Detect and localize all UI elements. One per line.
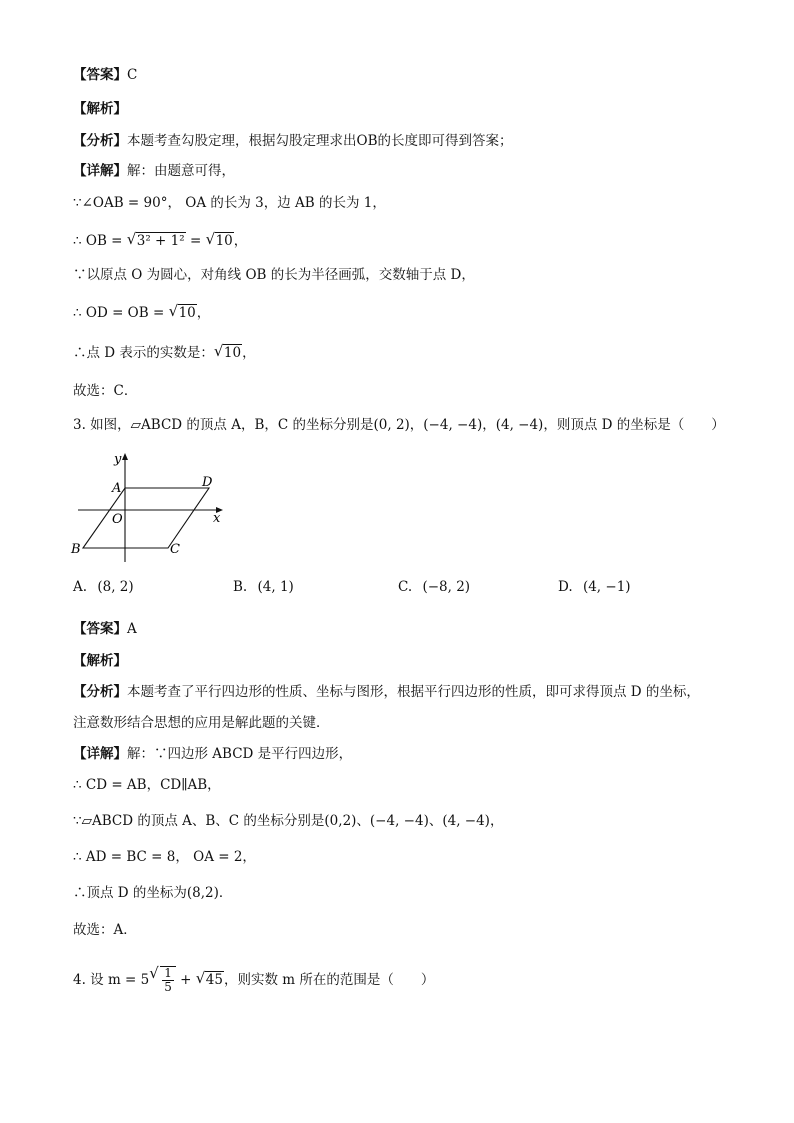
sqrt-fraction-radicand <box>160 966 176 994</box>
answer-tag: 【答案】 <box>73 67 127 83</box>
fenxi-text: 本题考查勾股定理，根据勾股定理求出OB的长度即可得到答案； <box>127 133 513 149</box>
step2-suffix: ， <box>233 233 248 249</box>
option-c[interactable] <box>398 579 470 595</box>
q3-fenxi-line-2: 注意数形结合思想的应用是解此题的关键． <box>73 715 330 731</box>
answer-value: A <box>127 621 137 637</box>
q3-step-4: ∴顶点 D 的坐标为(8,2)． <box>73 885 233 901</box>
q4-prefix: 4. 设 m = 5 <box>73 972 150 988</box>
option-d[interactable] <box>558 579 631 595</box>
sqrt-fraction <box>149 966 176 994</box>
option-d-letter: D. <box>558 579 573 595</box>
q2-fenxi-line <box>73 132 513 150</box>
q2-conclusion: 故选：C． <box>73 383 138 399</box>
sqrt-result <box>206 232 234 250</box>
q3-step-1: ∴ CD = AB，CD∥AB， <box>73 777 221 793</box>
label-d: D <box>202 475 213 490</box>
sqrt-10-b <box>214 344 242 362</box>
q3-step-2: ∵▱ABCD 的顶点 A、B、C 的坐标分别是(0,2)、(−4, −4)、(4, −4)， <box>73 813 504 829</box>
step5-suffix: ， <box>242 345 256 361</box>
q3-answer-line <box>73 620 137 638</box>
step2-prefix: ∴ OB = <box>73 233 127 249</box>
q2-analysis-tag <box>73 100 127 118</box>
q4-suffix: ，则实数 m 所在的范围是（ ） <box>223 972 435 988</box>
label-x: x <box>213 511 221 526</box>
option-b[interactable] <box>233 579 294 595</box>
label-b: B <box>71 542 81 557</box>
q2-step-2 <box>73 232 247 250</box>
q4-stem <box>73 966 434 994</box>
analysis-tag: 【解析】 <box>73 101 127 117</box>
option-c-value: (−8, 2) <box>422 579 471 595</box>
equals-sign: = <box>185 233 206 249</box>
q2-step-1: ∵∠OAB = 90°， OA 的长为 3，边 AB 的长为 1， <box>73 195 386 211</box>
q3-stem: 3. 如图，▱ABCD 的顶点 A，B，C 的坐标分别是(0, 2)，(−4, −4)，(4, −4)，则顶点 D 的坐标是（ ） <box>73 417 725 433</box>
y-axis-arrow-icon <box>122 453 128 460</box>
parallelogram-figure <box>68 450 228 568</box>
answer-value: C <box>127 67 138 83</box>
sqrt-45 <box>196 971 224 989</box>
q3-conclusion: 故选：A． <box>73 922 137 938</box>
label-y: y <box>114 452 122 467</box>
option-b-value: (4, 1) <box>257 579 294 595</box>
sqrt-45-radicand: 45 <box>205 972 223 988</box>
fraction-denominator: 5 <box>164 980 172 994</box>
sqrt-10-b-radicand: 10 <box>223 345 242 361</box>
option-a-value: (8, 2) <box>97 579 134 595</box>
sqrt-radicand: 3² + 1² <box>136 233 185 249</box>
step5-prefix: ∴点 D 表示的实数是： <box>73 345 214 361</box>
sqrt-10 <box>169 304 197 322</box>
xiangjie-text: 解：由题意可得， <box>127 163 235 179</box>
q2-step-5 <box>73 344 256 362</box>
fraction <box>162 967 174 994</box>
label-c: C <box>170 542 180 557</box>
step4-suffix: ， <box>196 305 211 321</box>
q2-step-3: ∵以原点 O 为圆心，对角线 OB 的长为半径画弧，交数轴于点 D， <box>73 267 475 283</box>
plus-sign: + <box>175 972 196 988</box>
option-a[interactable] <box>73 579 134 595</box>
sqrt-result-radicand: 10 <box>215 233 233 249</box>
option-c-letter: C. <box>398 579 413 595</box>
q3-step-3: ∴ AD = BC = 8， OA = 2， <box>73 849 256 865</box>
q2-answer-line <box>73 66 137 84</box>
sqrt-expression <box>127 232 186 250</box>
xiangjie-tag: 【详解】 <box>73 163 127 179</box>
label-a: A <box>112 481 122 496</box>
q3-fenxi-line <box>73 683 700 701</box>
label-o: O <box>112 512 123 527</box>
option-d-value: (4, −1) <box>582 579 631 595</box>
fenxi-tag: 【分析】 <box>73 133 127 149</box>
option-a-letter: A. <box>73 579 88 595</box>
parallelogram-abcd <box>83 488 209 548</box>
step4-prefix: ∴ OD = OB = <box>73 305 169 321</box>
fraction-numerator: √ 1 <box>164 966 172 980</box>
xiangjie-text: 解：∵四边形 ABCD 是平行四边形， <box>127 746 353 762</box>
q3-xiangjie-line <box>73 745 352 763</box>
q3-analysis-tag <box>73 652 127 670</box>
option-b-letter: B. <box>233 579 248 595</box>
analysis-tag: 【解析】 <box>73 653 127 669</box>
xiangjie-tag: 【详解】 <box>73 746 127 762</box>
fenxi-tag: 【分析】 <box>73 684 127 700</box>
sqrt-10-radicand: 10 <box>178 305 196 321</box>
fenxi-text-1: 本题考查了平行四边形的性质、坐标与图形，根据平行四边形的性质，即可求得顶点 D 的坐标， <box>127 684 700 700</box>
q2-xiangjie-line <box>73 162 235 180</box>
answer-tag: 【答案】 <box>73 621 127 637</box>
q2-step-4 <box>73 304 210 322</box>
